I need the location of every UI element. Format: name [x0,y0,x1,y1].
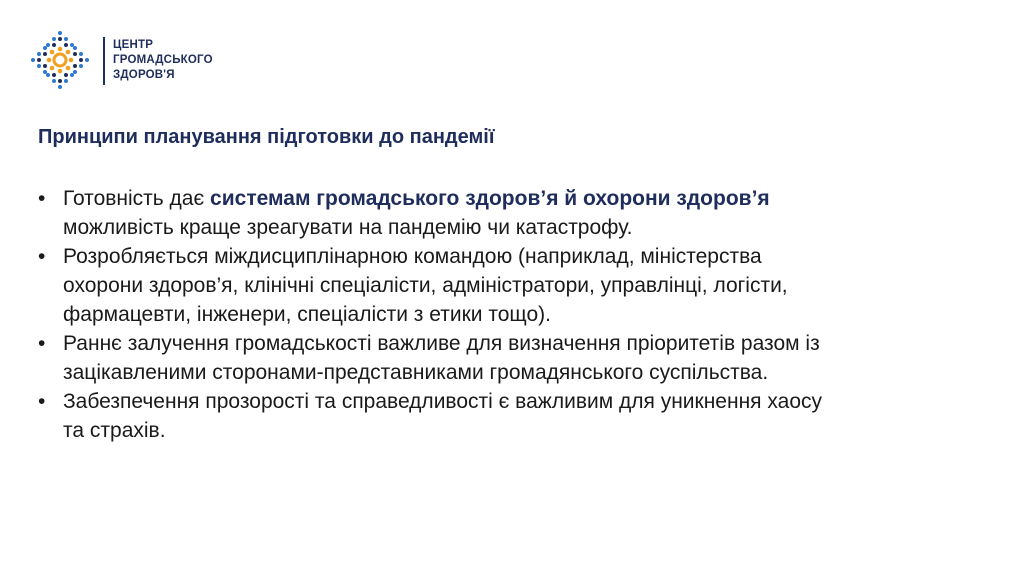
logo-line: ЦЕНТР [113,39,154,51]
bullet-item [38,184,838,242]
bullet-text: Забезпечення прозорості та справедливості є важливим для уникнення хаосу та страхів. [63,390,823,442]
slide-title: Принципи планування підготовки до пандемії [38,126,495,148]
logo-line: ГРОМАДСЬКОГО [113,54,213,66]
bullet-text: Розробляється міждисциплінарною командою (наприклад, міністерства охорони здоров’я, клінічні спеціалісти, адміністратори, управлінці, логісти, фармацевти, інженери, спеціалісти з етики тощо). [63,245,788,326]
bullet-item [38,242,838,329]
bullet-text: Раннє залучення громадськості важливе для визначення пріоритетів разом із зацікавленими сторонами-представниками громадянського суспільства. [63,332,820,384]
bullet-text: можливість краще зреагувати на пандемію чи катастрофу. [63,216,633,239]
bullet-item [38,329,838,387]
logo-wordmark [113,38,213,83]
logo-line: ЗДОРОВ'Я [113,69,175,81]
bullet-emphasis: системам громадського здоров’я й охорони здоров’я [210,187,770,210]
bullet-text: Готовність дає [63,187,211,210]
bullet-list [38,184,838,445]
public-health-center-logo-icon [30,30,90,90]
logo-divider [103,37,105,85]
bullet-item [38,387,838,445]
